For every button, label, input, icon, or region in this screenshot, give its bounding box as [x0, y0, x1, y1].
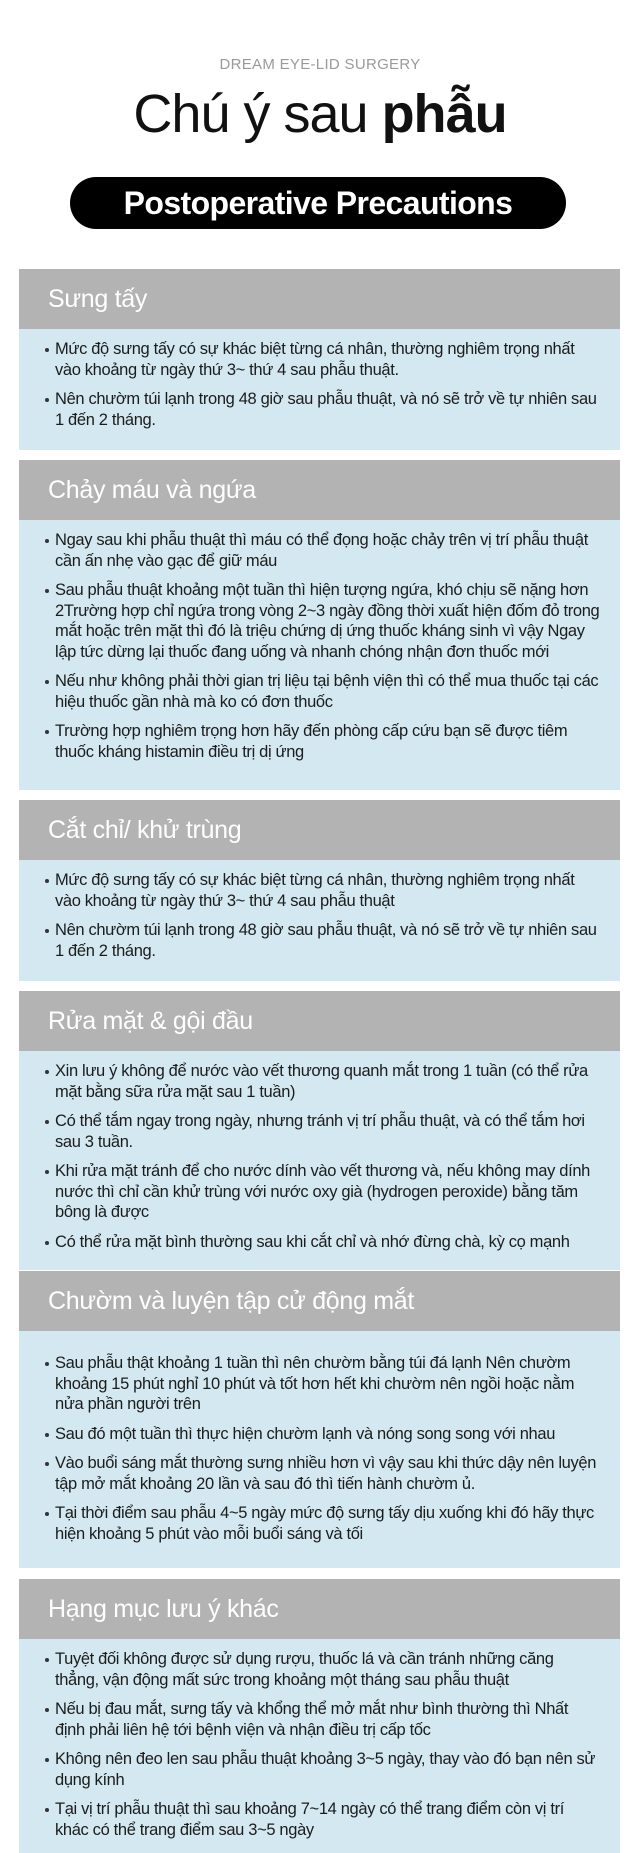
- list-item: Có thể rửa mặt bình thường sau khi cắt chỉ và nhớ đừng chà, kỳ cọ mạnh: [55, 1232, 600, 1253]
- section-stitches: [19, 800, 620, 981]
- list-item: Sau phẫu thật khoảng 1 tuần thì nên chườm bằng túi đá lạnh Nên chườm khoảng 15 phút nghỉ 10 phút và tốt hơn hết khi chườm nên ngồi hoặc nằm nửa phần người trên: [55, 1353, 600, 1415]
- list-item: Không nên đeo len sau phẫu thuật khoảng 3~5 ngày, thay vào đó bạn nên sử dụng kính: [55, 1749, 600, 1790]
- list-item: Xin lưu ý không để nước vào vết thương quanh mắt trong 1 tuần (có thể rửa mặt bằng sữa rửa mặt sau 1 tuần): [55, 1061, 600, 1102]
- section-title: Chườm và luyện tập cử động mắt: [19, 1271, 620, 1331]
- section-body: [19, 860, 620, 981]
- list-item: Mức độ sưng tấy có sự khác biệt từng cá nhân, thường nghiêm trọng nhất vào khoảng từ ngày thứ 3~ thứ 4 sau phẫu thuật: [55, 870, 600, 911]
- bullet-list: [55, 1061, 600, 1252]
- section-body: [19, 1051, 620, 1270]
- list-item: Mức độ sưng tấy có sự khác biệt từng cá nhân, thường nghiêm trọng nhất vào khoảng từ ngày thứ 3~ thứ 4 sau phẫu thuật.: [55, 339, 600, 380]
- section-bleeding: [19, 460, 620, 790]
- brand-eyebrow: DREAM EYE-LID SURGERY: [219, 56, 421, 73]
- subtitle-pill: Postoperative Precautions: [70, 177, 566, 229]
- list-item: Vào buổi sáng mắt thường sưng nhiều hơn vì vậy sau khi thức dậy nên luyện tập mở mắt khoảng 20 lần và sau đó thì tiến hành chườm ủ.: [55, 1453, 600, 1494]
- page-title-bold: phẫu: [381, 84, 507, 144]
- section-body: [19, 520, 620, 790]
- list-item: Có thể tắm ngay trong ngày, nhưng tránh vị trí phẫu thuật, và có thể tắm hơi sau 3 tuần.: [55, 1111, 600, 1152]
- section-title: Hạng mục lưu ý khác: [19, 1579, 620, 1639]
- list-item: Nên chườm túi lạnh trong 48 giờ sau phẫu thuật, và nó sẽ trở về tự nhiên sau 1 đến 2 tháng.: [55, 920, 600, 961]
- section-face-washing: [19, 991, 620, 1270]
- list-item: Nếu bị đau mắt, sưng tấy và khổng thể mở mắt như bình thường thì Nhất định phải liên hệ tới bệnh viện và nhận điều trị cấp tốc: [55, 1699, 600, 1740]
- bullet-list: [55, 870, 600, 961]
- bullet-list: [55, 1341, 600, 1544]
- bullet-list: [55, 339, 600, 430]
- section-body: [19, 329, 620, 450]
- section-compress-exercise: [19, 1271, 620, 1568]
- section-body: [19, 1639, 620, 1853]
- list-item: Tuyệt đối không được sử dụng rượu, thuốc lá và cần tránh những căng thẳng, vận động mất sức trong khoảng một tháng sau phẫu thuật: [55, 1649, 600, 1690]
- bullet-list: [55, 1649, 600, 1840]
- section-other-notes: [19, 1579, 620, 1853]
- section-swelling: [19, 269, 620, 450]
- section-title: Rửa mặt & gội đầu: [19, 991, 620, 1051]
- bullet-list: [55, 530, 600, 762]
- page-title: [0, 78, 640, 150]
- list-item: Nếu như không phải thời gian trị liệu tại bệnh viện thì có thể mua thuốc tại các hiệu thuốc gần nhà mà ko có đơn thuốc: [55, 672, 599, 711]
- section-body: [19, 1331, 620, 1568]
- section-title: Cắt chỉ/ khử trùng: [19, 800, 620, 860]
- list-item: Tại vị trí phẫu thuật thì sau khoảng 7~14 ngày có thể trang điểm còn vị trí khác có thể trang điểm sau 3~5 ngày: [55, 1799, 600, 1840]
- section-title: Chảy máu và ngứa: [19, 460, 620, 520]
- list-item: Trường hợp nghiêm trọng hơn hãy đến phòng cấp cứu bạn sẽ được tiêm thuốc kháng histamin điều trị dị ứng: [55, 721, 600, 762]
- list-item: Sau phẫu thuật khoảng một tuần thì hiện tượng ngứa, khó chịu sẽ nặng hơn 2Trường hợp chỉ ngứa trong vòng 2~3 ngày đồng thời xuất hiện đốm đỏ trong mắt hoặc trên mặt thì đó là triệu chứng dị ứng thuốc kháng sinh vì vậy Ngay lập tức dừng lại thuốc đang uống và nhanh chóng nhận đơn thuốc mới: [55, 581, 600, 661]
- list-item: Ngay sau khi phẫu thuật thì máu có thể đọng hoặc chảy trên vị trí phẫu thuật cần ấn nhẹ vào gạc để giữ máu: [55, 530, 600, 571]
- list-item: Nên chườm túi lạnh trong 48 giờ sau phẫu thuật, và nó sẽ trở về tự nhiên sau 1 đến 2 tháng.: [55, 389, 600, 430]
- section-title: Sưng tấy: [19, 269, 620, 329]
- list-item: Sau đó một tuần thì thực hiện chườm lạnh và nóng song song với nhau: [55, 1424, 600, 1445]
- page-title-light: Chú ý sau: [133, 84, 382, 144]
- list-item: Khi rửa mặt tránh để cho nước dính vào vết thương và, nếu không may dính nước thì chỉ cần khử trùng với nước oxy già (hydrogen peroxide) bằng tăm bông là được: [55, 1161, 600, 1223]
- list-item: Tại thời điểm sau phẫu 4~5 ngày mức độ sưng tấy dịu xuống khi đó hãy thực hiện khoảng 5 phút vào mỗi buổi sáng và tối: [55, 1503, 600, 1544]
